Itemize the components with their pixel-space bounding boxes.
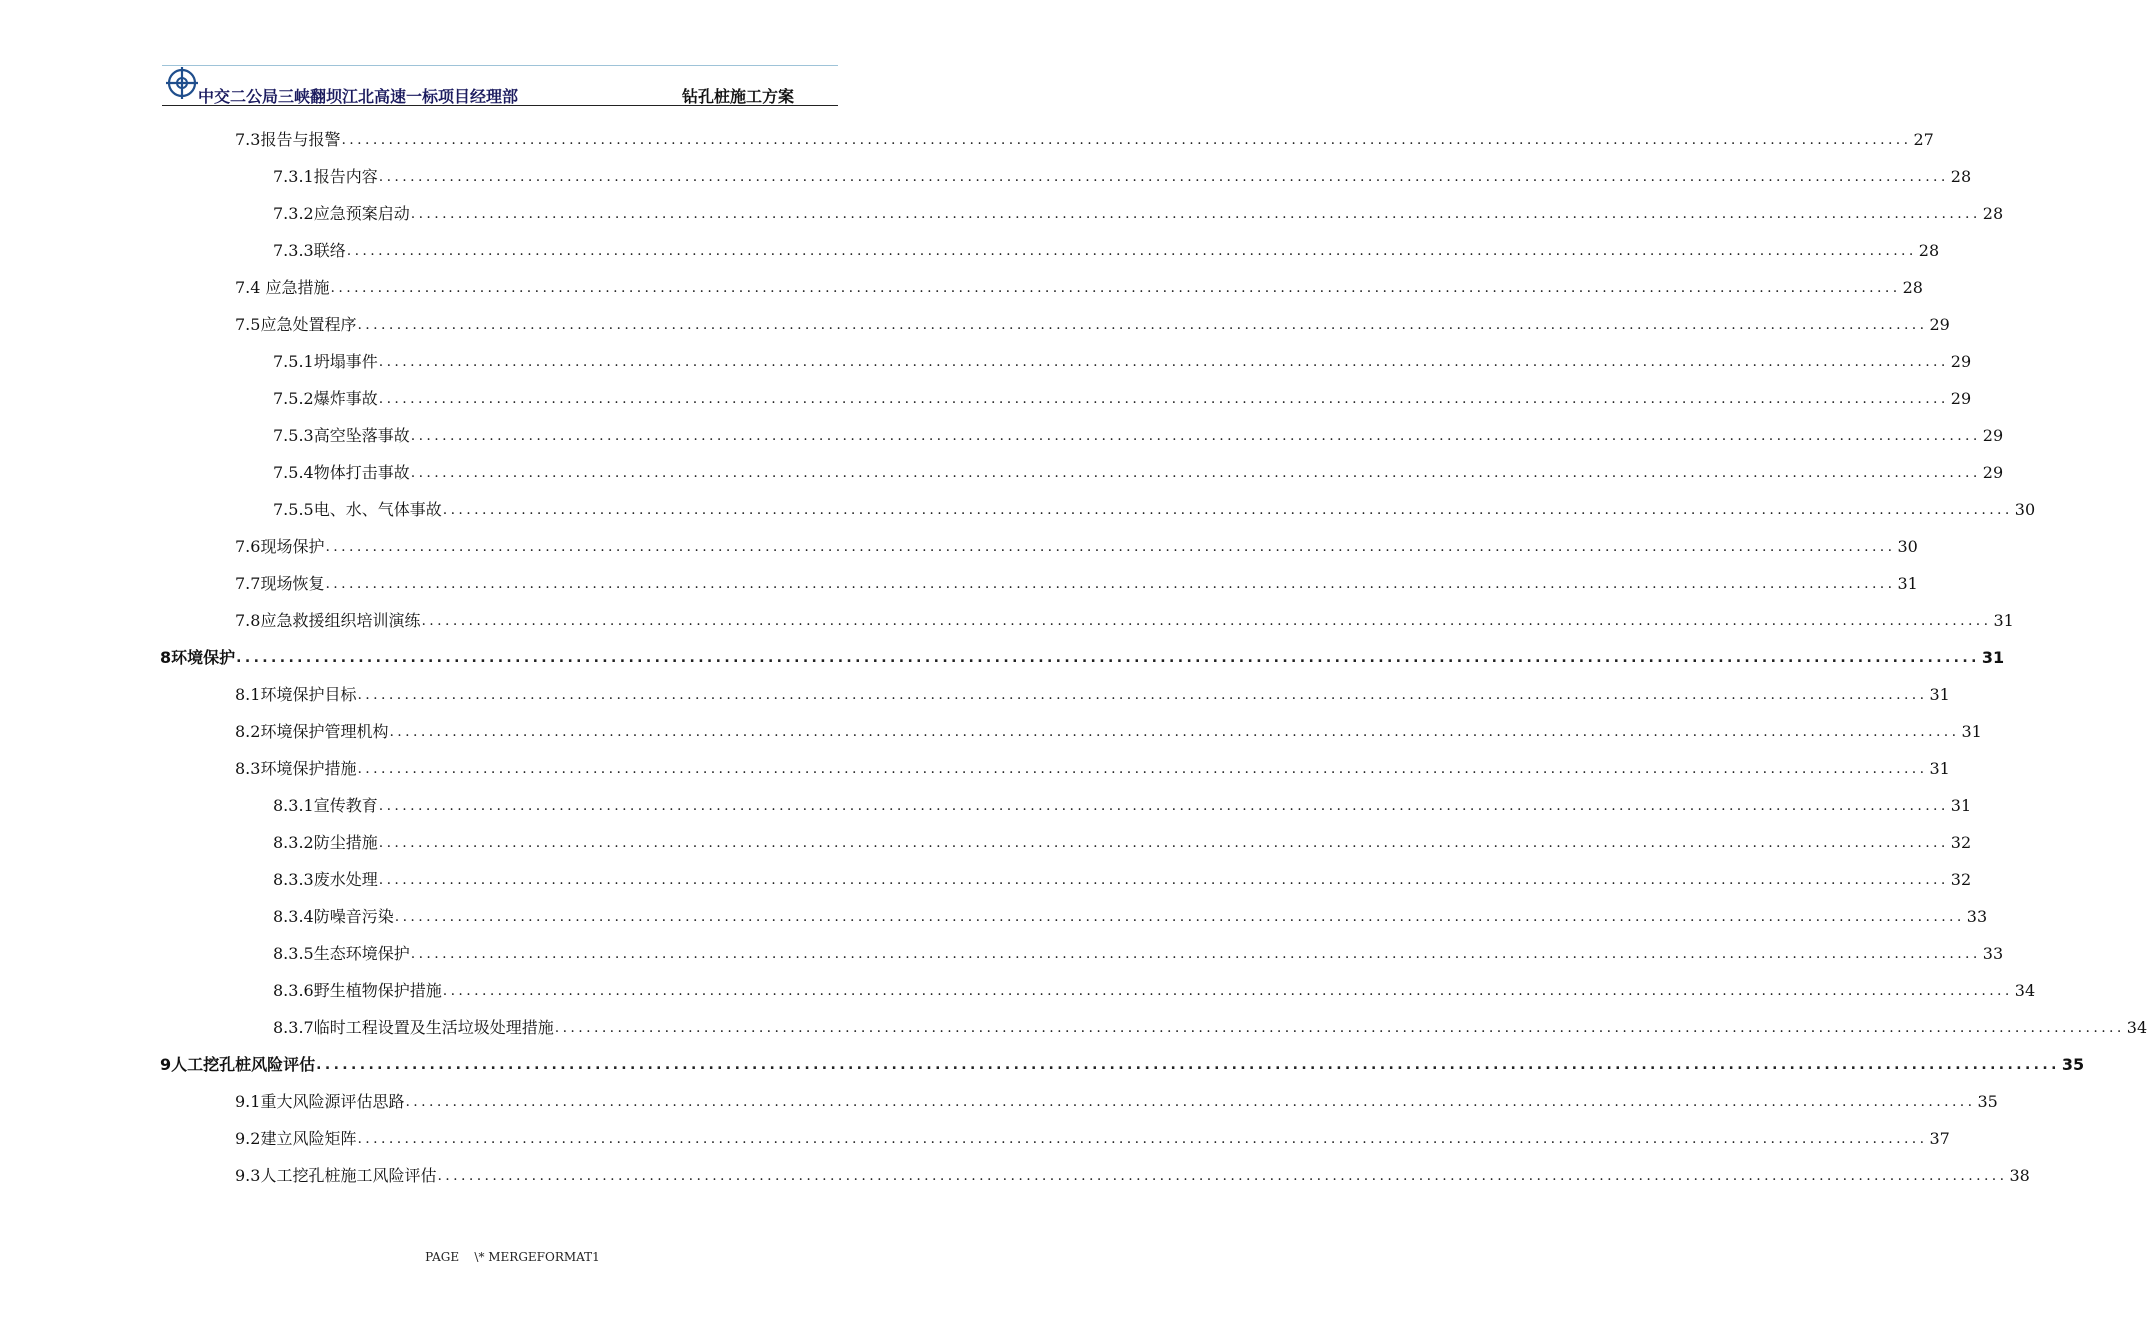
toc-entry-page-number: 31 (1897, 574, 1918, 593)
toc-dot-leader: ........................................................................................................................................................................................................ (236, 650, 1980, 666)
toc-dot-leader: ........................................................................................................................................................................................................ (357, 761, 1928, 777)
toc-entry-page-number: 34 (2126, 1018, 2147, 1037)
toc-dot-leader: ........................................................................................................................................................................................................ (410, 206, 1981, 222)
toc-dot-leader: ........................................................................................................................................................................................................ (330, 280, 1901, 296)
toc-entry-title: 8.3.6野生植物保护措施 (273, 981, 442, 1000)
toc-entry[interactable] (235, 720, 1982, 744)
toc-entry[interactable] (273, 794, 1972, 818)
toc-entry[interactable] (160, 1053, 2085, 1077)
page-header (162, 62, 838, 106)
document-title: 钻孔桩施工方案 (681, 87, 794, 106)
toc-entry-title: 8.3.1宣传教育 (273, 796, 378, 815)
toc-entry-title: 8.3.4防噪音污染 (273, 907, 394, 926)
toc-entry-page-number: 31 (1993, 611, 2014, 630)
toc-entry-title: 7.3报告与报警 (235, 130, 341, 149)
toc-entry-title: 7.5.2爆炸事故 (273, 389, 378, 408)
toc-dot-leader: ........................................................................................................................................................................................................ (410, 428, 1981, 444)
company-logo-icon (166, 66, 198, 100)
toc-entry-page-number: 29 (1950, 389, 1972, 408)
toc-entry[interactable] (235, 1127, 1950, 1151)
toc-entry-page-number: 29 (1982, 426, 2004, 445)
toc-entry-title: 8.3.5生态环境保护 (273, 944, 410, 963)
toc-entry-page-number: 31 (1929, 759, 1950, 778)
toc-entry[interactable] (273, 424, 2004, 448)
toc-entry-page-number: 35 (1977, 1092, 1998, 1111)
organization-name: 中交二公局三峡翻坝江北高速一标项目经理部 (198, 87, 519, 106)
toc-dot-leader: ........................................................................................................................................................................................................ (554, 1020, 2125, 1036)
toc-entry[interactable] (235, 313, 1950, 337)
toc-entry-page-number: 38 (2009, 1166, 2030, 1185)
toc-dot-leader: ........................................................................................................................................................................................................ (442, 502, 2013, 518)
toc-entry[interactable] (235, 1164, 2030, 1188)
toc-entry-title: 8.2环境保护管理机构 (235, 722, 389, 741)
toc-dot-leader: ........................................................................................................................................................................................................ (357, 687, 1928, 703)
toc-dot-leader: ........................................................................................................................................................................................................ (378, 798, 1949, 814)
toc-entry-title: 7.7现场恢复 (235, 574, 325, 593)
toc-entry-page-number: 29 (1950, 352, 1972, 371)
toc-entry-title: 7.8应急救援组织培训演练 (235, 611, 421, 630)
toc-entry[interactable] (273, 239, 1940, 263)
toc-entry-title: 7.4 应急措施 (235, 278, 330, 297)
toc-dot-leader: ........................................................................................................................................................................................................ (357, 317, 1928, 333)
toc-entry[interactable] (273, 831, 1972, 855)
toc-dot-leader: ........................................................................................................................................................................................................ (389, 724, 1960, 740)
toc-entry-page-number: 28 (1918, 241, 1940, 260)
toc-dot-leader: ........................................................................................................................................................................................................ (410, 946, 1981, 962)
toc-entry-title: 9.2建立风险矩阵 (235, 1129, 357, 1148)
toc-entry-page-number: 30 (1897, 537, 1918, 556)
toc-entry-title: 8环境保护 (160, 648, 236, 667)
toc-entry-title: 8.3.2防尘措施 (273, 833, 378, 852)
toc-entry[interactable] (273, 979, 2036, 1003)
toc-entry-title: 7.3.3联络 (273, 241, 346, 260)
toc-dot-leader: ........................................................................................................................................................................................................ (357, 1131, 1928, 1147)
toc-entry-page-number: 27 (1913, 130, 1934, 149)
toc-entry[interactable] (235, 572, 1918, 596)
toc-entry-page-number: 28 (1950, 167, 1972, 186)
toc-entry[interactable] (235, 535, 1918, 559)
toc-entry-page-number: 31 (1929, 685, 1950, 704)
toc-dot-leader: ........................................................................................................................................................................................................ (378, 872, 1949, 888)
toc-entry-page-number: 35 (2061, 1055, 2085, 1074)
toc-dot-leader: ........................................................................................................................................................................................................ (378, 169, 1949, 185)
toc-entry-title: 7.6现场保护 (235, 537, 325, 556)
toc-entry[interactable] (235, 128, 1934, 152)
toc-entry-title: 7.3.1报告内容 (273, 167, 378, 186)
toc-dot-leader: ........................................................................................................................................................................................................ (421, 613, 1992, 629)
toc-entry-page-number: 28 (1982, 204, 2004, 223)
toc-entry-page-number: 29 (1929, 315, 1950, 334)
header-top-rule (162, 65, 838, 66)
toc-entry[interactable] (273, 202, 2004, 226)
toc-dot-leader: ........................................................................................................................................................................................................ (394, 909, 1965, 925)
toc-entry[interactable] (273, 905, 1988, 929)
toc-entry[interactable] (273, 461, 2004, 485)
toc-entry-title: 7.3.2应急预案启动 (273, 204, 410, 223)
toc-entry-title: 9.1重大风险源评估思路 (235, 1092, 405, 1111)
toc-dot-leader: ........................................................................................................................................................................................................ (410, 465, 1981, 481)
toc-entry-page-number: 34 (2014, 981, 2036, 1000)
toc-entry[interactable] (273, 498, 2036, 522)
toc-dot-leader: ........................................................................................................................................................................................................ (325, 539, 1896, 555)
toc-entry-title: 7.5.5电、水、气体事故 (273, 500, 442, 519)
toc-entry[interactable] (273, 165, 1972, 189)
toc-entry[interactable] (235, 276, 1923, 300)
toc-dot-leader: ........................................................................................................................................................................................................ (437, 1168, 2008, 1184)
toc-entry-title: 9.3人工挖孔桩施工风险评估 (235, 1166, 437, 1185)
toc-entry-page-number: 31 (1961, 722, 1982, 741)
toc-entry[interactable] (273, 387, 1972, 411)
toc-entry-page-number: 33 (1982, 944, 2004, 963)
toc-dot-leader: ........................................................................................................................................................................................................ (405, 1094, 1976, 1110)
toc-entry-title: 7.5.1坍塌事件 (273, 352, 378, 371)
toc-entry[interactable] (235, 1090, 1998, 1114)
toc-dot-leader: ........................................................................................................................................................................................................ (442, 983, 2013, 999)
toc-entry-page-number: 32 (1950, 833, 1972, 852)
toc-entry-page-number: 29 (1982, 463, 2004, 482)
page-footer: PAGE \* MERGEFORMAT1 (425, 1250, 600, 1264)
toc-entry[interactable] (235, 757, 1950, 781)
toc-dot-leader: ........................................................................................................................................................................................................ (378, 354, 1949, 370)
toc-dot-leader: ........................................................................................................................................................................................................ (378, 391, 1949, 407)
toc-entry-page-number: 37 (1929, 1129, 1950, 1148)
header-bottom-rule (162, 105, 838, 106)
toc-entry[interactable] (160, 646, 2005, 670)
toc-dot-leader: ........................................................................................................................................................................................................ (316, 1057, 2060, 1073)
toc-entry-page-number: 31 (1981, 648, 2005, 667)
toc-entry[interactable] (235, 609, 2014, 633)
toc-entry-title: 7.5.4物体打击事故 (273, 463, 410, 482)
toc-entry-page-number: 28 (1902, 278, 1923, 297)
toc-entry-title: 8.3.7临时工程设置及生活垃圾处理措施 (273, 1018, 554, 1037)
toc-entry[interactable] (273, 350, 1972, 374)
toc-entry-page-number: 31 (1950, 796, 1972, 815)
toc-entry-page-number: 30 (2014, 500, 2036, 519)
toc-entry[interactable] (273, 942, 2004, 966)
toc-entry-title: 7.5.3高空坠落事故 (273, 426, 410, 445)
toc-entry-page-number: 32 (1950, 870, 1972, 889)
toc-dot-leader: ........................................................................................................................................................................................................ (378, 835, 1949, 851)
toc-entry-title: 8.3环境保护措施 (235, 759, 357, 778)
toc-entry-title: 8.1环境保护目标 (235, 685, 357, 704)
toc-entry-title: 9人工挖孔桩风险评估 (160, 1055, 316, 1074)
toc-entry-page-number: 33 (1966, 907, 1988, 926)
toc-dot-leader: ........................................................................................................................................................................................................ (341, 132, 1912, 148)
toc-entry-title: 7.5应急处置程序 (235, 315, 357, 334)
toc-entry[interactable] (235, 683, 1950, 707)
toc-entry[interactable] (273, 868, 1972, 892)
toc-entry-title: 8.3.3废水处理 (273, 870, 378, 889)
toc-entry[interactable] (273, 1016, 2147, 1040)
toc-dot-leader: ........................................................................................................................................................................................................ (325, 576, 1896, 592)
toc-dot-leader: ........................................................................................................................................................................................................ (346, 243, 1917, 259)
